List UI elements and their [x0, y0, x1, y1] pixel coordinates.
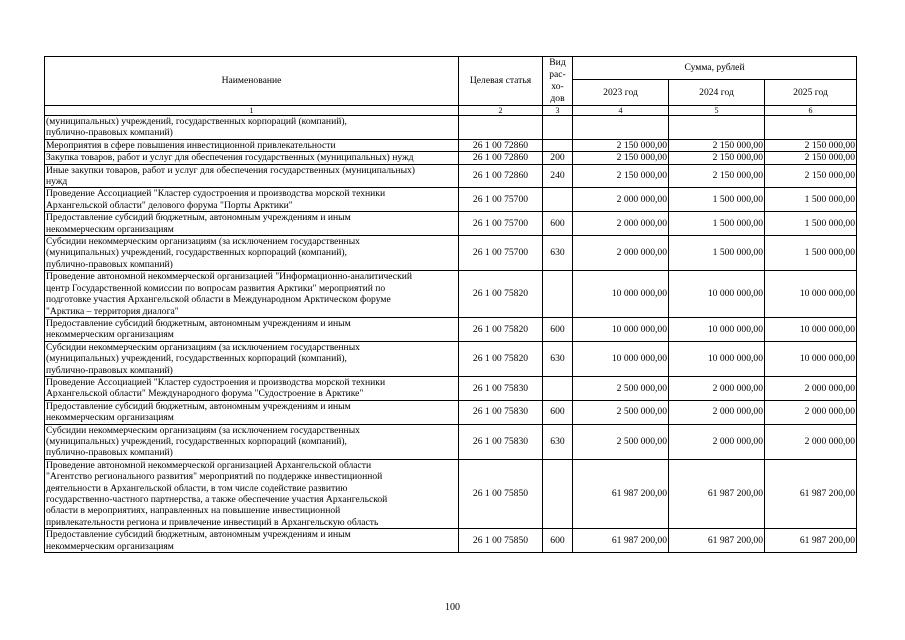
table-row: [45, 188, 857, 212]
row-target-article: 26 1 00 75830: [459, 400, 543, 424]
row-sum-2025: 10 000 000,00: [765, 317, 857, 341]
row-sum-2024: 10 000 000,00: [669, 317, 765, 341]
row-sum-2023: 10 000 000,00: [573, 271, 669, 318]
row-sum-2024: 1 500 000,00: [669, 236, 765, 271]
row-sum-2023: 2 000 000,00: [573, 188, 669, 212]
header-year-2025: 2025 год: [765, 80, 857, 106]
header-year-2024: 2024 год: [669, 80, 765, 106]
row-target-article: 26 1 00 75700: [459, 236, 543, 271]
row-expense-type: [543, 188, 573, 212]
header-expense-type: Вид рас- хо- дов: [543, 57, 573, 106]
row-sum-2025: 10 000 000,00: [765, 341, 857, 376]
row-sum-2025: 2 150 000,00: [765, 139, 857, 151]
row-sum-2023: 61 987 200,00: [573, 459, 669, 528]
table-row: [45, 152, 857, 164]
row-name: Субсидии некоммерческим организациям (за исключением государственных (муниципальных) учреждений, государственных корпораций (компаний), публично-правовых компаний): [45, 424, 459, 459]
row-name: Предоставление субсидий бюджетным, автономным учреждениям и иным некоммерческим организациям: [45, 529, 459, 553]
row-sum-2024: 61 987 200,00: [669, 529, 765, 553]
row-target-article: 26 1 00 75700: [459, 212, 543, 236]
row-sum-2023: 2 000 000,00: [573, 212, 669, 236]
row-sum-2023: 2 150 000,00: [573, 152, 669, 164]
row-target-article: 26 1 00 75820: [459, 271, 543, 318]
row-target-article: 26 1 00 72860: [459, 164, 543, 188]
row-target-article: 26 1 00 75850: [459, 529, 543, 553]
row-sum-2024: [669, 116, 765, 140]
table-row: [45, 116, 857, 140]
row-name: Иные закупки товаров, работ и услуг для обеспечения государственных (муниципальных) нужд: [45, 164, 459, 188]
row-name: Закупка товаров, работ и услуг для обеспечения государственных (муниципальных) нужд: [45, 152, 459, 164]
row-sum-2023: 10 000 000,00: [573, 341, 669, 376]
page-number: 100: [445, 602, 460, 613]
table-row: [45, 236, 857, 271]
table-row: [45, 139, 857, 151]
row-name: Предоставление субсидий бюджетным, автономным учреждениям и иным некоммерческим организациям: [45, 212, 459, 236]
row-name: Проведение Ассоциацией "Кластер судостроения и производства морской техники Архангельской области" Международного форума "Судостроение в Арктике": [45, 376, 459, 400]
row-expense-type: 630: [543, 341, 573, 376]
row-target-article: 26 1 00 75830: [459, 376, 543, 400]
row-expense-type: 630: [543, 424, 573, 459]
row-sum-2023: 61 987 200,00: [573, 529, 669, 553]
row-name: Проведение Ассоциацией "Кластер судостроения и производства морской техники Архангельской области" делового форума "Порты Арктики": [45, 188, 459, 212]
row-sum-2024: 2 150 000,00: [669, 139, 765, 151]
column-number: 6: [765, 106, 857, 116]
row-sum-2023: 10 000 000,00: [573, 317, 669, 341]
column-number: 1: [45, 106, 459, 116]
row-sum-2025: 1 500 000,00: [765, 236, 857, 271]
header-sum: Сумма, рублей: [573, 57, 857, 80]
row-expense-type: 630: [543, 236, 573, 271]
row-sum-2024: 10 000 000,00: [669, 341, 765, 376]
row-expense-type: 200: [543, 152, 573, 164]
row-sum-2025: 2 000 000,00: [765, 400, 857, 424]
row-expense-type: [543, 376, 573, 400]
column-number: 2: [459, 106, 543, 116]
row-expense-type: [543, 459, 573, 528]
column-number: 5: [669, 106, 765, 116]
column-number: 3: [543, 106, 573, 116]
row-expense-type: [543, 271, 573, 318]
table-row: [45, 424, 857, 459]
row-target-article: 26 1 00 75850: [459, 459, 543, 528]
table-row: [45, 459, 857, 528]
row-target-article: 26 1 00 72860: [459, 139, 543, 151]
row-expense-type: 600: [543, 529, 573, 553]
row-sum-2024: 2 000 000,00: [669, 400, 765, 424]
row-name: Субсидии некоммерческим организациям (за исключением государственных (муниципальных) учреждений, государственных корпораций (компаний), публично-правовых компаний): [45, 341, 459, 376]
row-expense-type: 240: [543, 164, 573, 188]
row-sum-2023: 2 150 000,00: [573, 139, 669, 151]
row-expense-type: [543, 139, 573, 151]
row-sum-2025: 1 500 000,00: [765, 188, 857, 212]
table-row: [45, 212, 857, 236]
row-sum-2023: 2 500 000,00: [573, 424, 669, 459]
column-number: 4: [573, 106, 669, 116]
table-row: [45, 164, 857, 188]
row-sum-2024: 10 000 000,00: [669, 271, 765, 318]
table-row: [45, 317, 857, 341]
row-sum-2025: 2 150 000,00: [765, 164, 857, 188]
budget-table: [44, 56, 857, 553]
row-target-article: 26 1 00 75820: [459, 317, 543, 341]
row-sum-2023: 2 150 000,00: [573, 164, 669, 188]
row-sum-2024: 2 150 000,00: [669, 164, 765, 188]
row-sum-2023: 2 500 000,00: [573, 400, 669, 424]
row-sum-2024: 1 500 000,00: [669, 188, 765, 212]
row-expense-type: 600: [543, 212, 573, 236]
table-row: [45, 529, 857, 553]
header-year-2023: 2023 год: [573, 80, 669, 106]
row-target-article: 26 1 00 75830: [459, 424, 543, 459]
row-target-article: 26 1 00 75700: [459, 188, 543, 212]
row-target-article: 26 1 00 72860: [459, 152, 543, 164]
header-name: Наименование: [45, 57, 459, 106]
row-name: (муниципальных) учреждений, государственных корпораций (компаний), публично-правовых компаний): [45, 116, 459, 140]
row-sum-2024: 61 987 200,00: [669, 459, 765, 528]
row-sum-2023: 2 000 000,00: [573, 236, 669, 271]
row-sum-2023: [573, 116, 669, 140]
row-sum-2024: 1 500 000,00: [669, 212, 765, 236]
row-sum-2024: 2 000 000,00: [669, 376, 765, 400]
row-sum-2025: 2 000 000,00: [765, 376, 857, 400]
row-expense-type: 600: [543, 400, 573, 424]
row-expense-type: [543, 116, 573, 140]
row-sum-2025: 10 000 000,00: [765, 271, 857, 318]
table-row: [45, 376, 857, 400]
table-row: [45, 341, 857, 376]
row-name: Предоставление субсидий бюджетным, автономным учреждениям и иным некоммерческим организациям: [45, 317, 459, 341]
row-name: Предоставление субсидий бюджетным, автономным учреждениям и иным некоммерческим организациям: [45, 400, 459, 424]
row-sum-2025: 1 500 000,00: [765, 212, 857, 236]
row-sum-2025: 61 987 200,00: [765, 459, 857, 528]
row-name: Проведение автономной некоммерческой организацией "Информационно-аналитический центр Государственной комиссии по вопросам развития Арктики" мероприятий по подготовке участия Архангельской области в Международном Арктическом форуме "Арктика – территория диалога": [45, 271, 459, 318]
row-sum-2024: 2 150 000,00: [669, 152, 765, 164]
row-target-article: 26 1 00 75820: [459, 341, 543, 376]
row-sum-2025: [765, 116, 857, 140]
row-name: Мероприятия в сфере повышения инвестиционной привлекательности: [45, 139, 459, 151]
row-sum-2025: 2 150 000,00: [765, 152, 857, 164]
row-target-article: [459, 116, 543, 140]
row-sum-2025: 2 000 000,00: [765, 424, 857, 459]
table-row: [45, 271, 857, 318]
row-sum-2025: 61 987 200,00: [765, 529, 857, 553]
header-target-article: Целевая статья: [459, 57, 543, 106]
table-row: [45, 400, 857, 424]
row-sum-2024: 2 000 000,00: [669, 424, 765, 459]
row-sum-2023: 2 500 000,00: [573, 376, 669, 400]
row-name: Субсидии некоммерческим организациям (за исключением государственных (муниципальных) учреждений, государственных корпораций (компаний), публично-правовых компаний): [45, 236, 459, 271]
row-name: Проведение автономной некоммерческой организацией Архангельской области "Агентство регионального развития" мероприятий по поддержке инвестиционной деятельности в Архангельской области, в том числе содействие развитию государственно-частного партнерства, а также обеспечение участия Архангельской области в мероприятиях, направленных на повышение инвестиционной привлекательности региона и привлечение инвестиций в Архангельскую область: [45, 459, 459, 528]
row-expense-type: 600: [543, 317, 573, 341]
